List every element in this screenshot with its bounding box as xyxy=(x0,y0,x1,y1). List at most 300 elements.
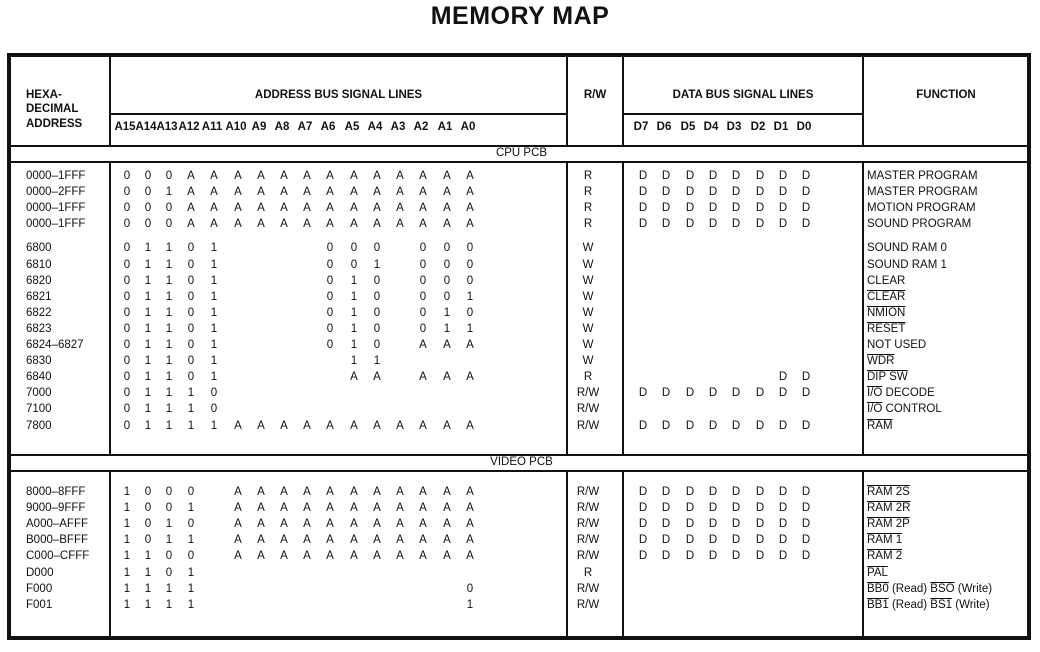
data-bit: D xyxy=(755,170,765,182)
address-bit: 0 xyxy=(373,290,381,303)
address-bit: A xyxy=(466,371,474,384)
address-bit: 0 xyxy=(326,274,334,287)
data-bit: D xyxy=(661,486,671,498)
address-bit: 1 xyxy=(187,403,195,416)
address-bit: 1 xyxy=(466,322,474,335)
data-bit: D xyxy=(708,419,718,432)
address-bit: 0 xyxy=(123,290,131,303)
address-bit: 0 xyxy=(350,258,358,271)
address-bit: 1 xyxy=(187,502,195,515)
function-part: BB1 xyxy=(867,598,889,611)
data-bit: D xyxy=(638,518,648,531)
address-bit: 1 xyxy=(123,502,131,515)
rw-value: R xyxy=(583,186,593,199)
data-bit: D xyxy=(801,170,811,182)
data-bit: D xyxy=(685,518,695,531)
function-part: BB0 xyxy=(867,582,889,595)
data-bit: D xyxy=(801,218,811,231)
address-line-label: A10 xyxy=(225,121,247,133)
address-bit: A xyxy=(466,339,474,351)
address-bit: A xyxy=(396,486,404,498)
address-bit: A xyxy=(443,186,451,199)
address-bit: A xyxy=(257,419,265,432)
data-bit: D xyxy=(685,170,695,182)
address-bit: 1 xyxy=(350,306,358,319)
rw-value: R/W xyxy=(576,403,600,416)
address-bit: 0 xyxy=(466,258,474,271)
address-bit: A xyxy=(234,170,242,182)
address-value: 7000 xyxy=(26,387,52,400)
address-line-label: A4 xyxy=(367,121,383,133)
divider xyxy=(109,113,566,115)
address-bit: 0 xyxy=(165,218,173,231)
rw-value: R xyxy=(583,218,593,231)
data-bit: D xyxy=(755,550,765,563)
address-bit: A xyxy=(443,502,451,515)
data-bit: D xyxy=(638,534,648,547)
address-bit: 0 xyxy=(443,274,451,287)
divider xyxy=(622,472,624,638)
function-part: DECODE xyxy=(882,387,935,400)
address-bit: A xyxy=(443,550,451,563)
address-line-label: A7 xyxy=(297,121,313,133)
data-bit: D xyxy=(801,550,811,563)
function-value xyxy=(867,259,947,271)
function-part: RAM 2S xyxy=(867,486,910,498)
address-bit: A xyxy=(466,186,474,199)
data-bit: D xyxy=(731,550,741,563)
data-bit: D xyxy=(661,518,671,531)
data-bit: D xyxy=(755,202,765,215)
function-part: BS1 xyxy=(930,598,953,611)
data-bit: D xyxy=(708,534,718,547)
address-bit: A xyxy=(466,419,474,432)
data-bit: D xyxy=(638,486,648,498)
address-bit: A xyxy=(396,186,404,199)
address-bit: 1 xyxy=(165,419,173,432)
address-bit: 1 xyxy=(210,355,218,368)
address-bit: A xyxy=(326,518,334,531)
data-line-label: D5 xyxy=(680,121,696,133)
data-bit: D xyxy=(638,186,648,199)
data-bit: D xyxy=(731,202,741,215)
address-bit: 0 xyxy=(419,322,427,335)
address-bit: A xyxy=(443,339,451,351)
address-bit: 1 xyxy=(123,486,131,498)
address-bit: 1 xyxy=(123,566,131,579)
function-value xyxy=(867,387,935,399)
section-divider xyxy=(11,470,1027,472)
address-bit: A xyxy=(396,550,404,563)
function-value xyxy=(867,242,947,254)
address-bit: 0 xyxy=(373,339,381,351)
address-value: 9000–9FFF xyxy=(26,502,86,515)
address-bit: A xyxy=(350,550,358,563)
address-bit: A xyxy=(419,339,427,351)
address-bit: 0 xyxy=(466,242,474,255)
address-bit: 0 xyxy=(187,258,195,271)
address-value: B000–BFFF xyxy=(26,534,88,547)
address-bit: 1 xyxy=(144,566,152,579)
rw-value: W xyxy=(582,339,594,351)
data-bit: D xyxy=(801,534,811,547)
address-bit: A xyxy=(303,518,311,531)
address-bit: A xyxy=(373,518,381,531)
address-bit: 0 xyxy=(165,550,173,563)
address-value: C000–CFFF xyxy=(26,550,90,563)
address-bit: A xyxy=(257,518,265,531)
address-bit: 0 xyxy=(210,403,218,416)
data-line-label: D3 xyxy=(726,121,742,133)
address-line-label: A8 xyxy=(274,121,290,133)
address-bit: 0 xyxy=(419,242,427,255)
data-bit: D xyxy=(778,387,788,400)
address-bit: 1 xyxy=(144,306,152,319)
function-value xyxy=(867,534,902,546)
address-bit: A xyxy=(419,534,427,547)
divider xyxy=(566,472,568,638)
address-bit: A xyxy=(234,486,242,498)
address-bit: 1 xyxy=(165,186,173,199)
address-bit: 1 xyxy=(144,582,152,595)
address-bit: A xyxy=(326,534,334,547)
rw-value: W xyxy=(582,274,594,287)
header-hex-line1: HEXA- xyxy=(26,89,62,101)
rw-value: R xyxy=(583,170,593,182)
address-bit: 0 xyxy=(187,306,195,319)
address-value: 6800 xyxy=(26,242,52,255)
address-bit: A xyxy=(257,486,265,498)
address-bit: A xyxy=(396,419,404,432)
function-part: CLEAR xyxy=(867,290,906,303)
function-part: MOTION PROGRAM xyxy=(867,202,976,215)
address-bit: A xyxy=(303,170,311,182)
function-value xyxy=(867,291,905,303)
address-bit: A xyxy=(234,502,242,515)
data-bit: D xyxy=(685,550,695,563)
rw-value: R xyxy=(583,371,593,384)
data-bit: D xyxy=(731,419,741,432)
address-bit: A xyxy=(280,202,288,215)
address-bit: 0 xyxy=(187,518,195,531)
divider xyxy=(862,163,864,454)
function-value xyxy=(867,202,976,214)
address-bit: 1 xyxy=(210,371,218,384)
address-bit: A xyxy=(350,502,358,515)
address-bit: 1 xyxy=(165,582,173,595)
divider xyxy=(109,163,111,454)
function-part: $\overline{WDR}$ xyxy=(867,355,895,368)
rw-value: R/W xyxy=(576,486,600,498)
function-value xyxy=(867,567,888,579)
address-bit: 0 xyxy=(350,242,358,255)
address-bit: 1 xyxy=(187,534,195,547)
function-part: CONTROL xyxy=(882,403,942,416)
address-bit: 0 xyxy=(123,218,131,231)
address-bit: A xyxy=(326,218,334,231)
address-bit: A xyxy=(257,502,265,515)
address-bit: A xyxy=(443,486,451,498)
data-bit: D xyxy=(708,550,718,563)
address-bit: A xyxy=(443,518,451,531)
function-value xyxy=(867,583,992,595)
address-bit: A xyxy=(326,502,334,515)
address-bit: 1 xyxy=(210,242,218,255)
address-bit: A xyxy=(257,170,265,182)
data-bit: D xyxy=(801,486,811,498)
address-bit: A xyxy=(210,186,218,199)
address-bit: 0 xyxy=(144,518,152,531)
address-bit: 1 xyxy=(123,534,131,547)
data-bit: D xyxy=(661,419,671,432)
function-part: $\overline{BSO}$ xyxy=(930,582,955,595)
divider xyxy=(622,113,862,115)
address-bit: 1 xyxy=(165,518,173,531)
data-line-label: D6 xyxy=(656,121,672,133)
address-bit: 0 xyxy=(144,202,152,215)
address-bit: 0 xyxy=(165,486,173,498)
address-bit: 1 xyxy=(165,290,173,303)
data-bit: D xyxy=(685,534,695,547)
function-value xyxy=(867,403,942,415)
address-bit: A xyxy=(350,534,358,547)
address-bit: A xyxy=(326,486,334,498)
data-bit: D xyxy=(708,170,718,182)
address-bit: 1 xyxy=(210,322,218,335)
address-bit: A xyxy=(466,502,474,515)
address-bit: 0 xyxy=(419,306,427,319)
data-bit: D xyxy=(661,186,671,199)
data-bit: D xyxy=(755,218,765,231)
function-part: $\overline{PAL}$ xyxy=(867,566,888,579)
data-bit: D xyxy=(731,170,741,182)
data-bit: D xyxy=(731,218,741,231)
address-bit: A xyxy=(350,486,358,498)
function-value xyxy=(867,218,971,230)
function-value xyxy=(867,355,894,367)
function-value xyxy=(867,170,978,182)
function-part: RESET xyxy=(867,322,906,335)
rw-value: R/W xyxy=(576,387,600,400)
address-bit: 0 xyxy=(419,258,427,271)
address-bit: 0 xyxy=(326,322,334,335)
address-bit: 0 xyxy=(373,274,381,287)
address-bit: A xyxy=(210,202,218,215)
address-bit: A xyxy=(303,534,311,547)
divider xyxy=(566,163,568,454)
address-bit: 1 xyxy=(144,403,152,416)
address-bit: 0 xyxy=(373,322,381,335)
function-part: $\overline{RAM}$ xyxy=(867,419,893,432)
address-bit: 1 xyxy=(187,582,195,595)
address-bit: A xyxy=(396,518,404,531)
data-bit: D xyxy=(778,550,788,563)
address-bit: A xyxy=(443,218,451,231)
function-part: RAM 2R xyxy=(867,502,911,515)
rw-value: W xyxy=(582,258,594,271)
address-bit: 1 xyxy=(350,339,358,351)
address-bit: A xyxy=(326,550,334,563)
page-title: MEMORY MAP xyxy=(430,2,610,30)
address-bit: A xyxy=(210,218,218,231)
address-bit: A xyxy=(443,534,451,547)
data-bit: D xyxy=(731,502,741,515)
address-bit: 0 xyxy=(187,242,195,255)
address-bit: 0 xyxy=(144,534,152,547)
address-bit: A xyxy=(466,534,474,547)
divider xyxy=(622,57,624,147)
address-bit: A xyxy=(234,186,242,199)
header-rw: R/W xyxy=(583,89,607,101)
function-value xyxy=(867,323,905,335)
address-bit: 1 xyxy=(165,306,173,319)
address-bit: A xyxy=(234,534,242,547)
address-bit: A xyxy=(210,170,218,182)
address-bit: A xyxy=(234,550,242,563)
data-line-label: D1 xyxy=(773,121,789,133)
address-line-label: A1 xyxy=(437,121,453,133)
rw-value: W xyxy=(582,290,594,303)
data-bit: D xyxy=(708,218,718,231)
data-line-label: D2 xyxy=(750,121,766,133)
data-bit: D xyxy=(731,186,741,199)
address-bit: 0 xyxy=(123,202,131,215)
address-bit: 0 xyxy=(123,186,131,199)
function-part: RAM 1 xyxy=(867,534,903,547)
data-line-label: D4 xyxy=(703,121,719,133)
address-bit: A xyxy=(350,186,358,199)
data-bit: D xyxy=(778,186,788,199)
address-bit: 0 xyxy=(165,170,173,182)
header-hex-line2: DECIMAL xyxy=(26,103,79,115)
address-line-label: A13 xyxy=(156,121,178,133)
address-bit: 1 xyxy=(187,598,195,611)
address-bit: 1 xyxy=(144,598,152,611)
address-bit: A xyxy=(373,419,381,432)
address-bit: 1 xyxy=(210,274,218,287)
address-bit: 0 xyxy=(326,242,334,255)
data-bit: D xyxy=(708,186,718,199)
address-bit: 0 xyxy=(123,274,131,287)
data-bit: D xyxy=(661,550,671,563)
data-bit: D xyxy=(708,486,718,498)
address-bit: A xyxy=(303,419,311,432)
address-line-label: A15 xyxy=(114,121,136,133)
address-bit: 1 xyxy=(165,258,173,271)
address-bit: A xyxy=(234,419,242,432)
rw-value: W xyxy=(582,322,594,335)
header-hex-line3: ADDRESS xyxy=(26,118,83,130)
address-bit: 0 xyxy=(144,170,152,182)
address-bit: 1 xyxy=(144,339,152,351)
address-bit: A xyxy=(234,518,242,531)
address-bit: A xyxy=(419,202,427,215)
address-value: 0000–1FFF xyxy=(26,218,86,231)
address-value: 6830 xyxy=(26,355,52,368)
data-bit: D xyxy=(778,371,788,384)
address-bit: A xyxy=(419,419,427,432)
address-bit: 0 xyxy=(326,290,334,303)
address-bit: A xyxy=(350,170,358,182)
address-bit: A xyxy=(396,202,404,215)
rw-value: R/W xyxy=(576,502,600,515)
address-bit: A xyxy=(466,550,474,563)
address-bit: 1 xyxy=(144,242,152,255)
address-value: 6821 xyxy=(26,290,52,303)
address-bit: A xyxy=(419,550,427,563)
address-bit: 1 xyxy=(123,518,131,531)
section-label: VIDEO PCB xyxy=(490,456,553,468)
address-bit: A xyxy=(303,186,311,199)
function-part: (Read) xyxy=(888,582,931,595)
data-bit: D xyxy=(801,518,811,531)
address-bit: A xyxy=(326,186,334,199)
address-bit: 1 xyxy=(165,322,173,335)
address-bit: 1 xyxy=(443,306,451,319)
address-bit: 1 xyxy=(144,274,152,287)
address-value: F001 xyxy=(26,598,53,611)
data-bit: D xyxy=(755,419,765,432)
function-part: SOUND PROGRAM xyxy=(867,218,972,231)
rw-value: R xyxy=(583,202,593,215)
data-bit: D xyxy=(778,486,788,498)
address-bit: 0 xyxy=(187,486,195,498)
address-bit: 1 xyxy=(144,387,152,400)
data-bit: D xyxy=(661,170,671,182)
address-bit: 0 xyxy=(165,202,173,215)
address-bit: A xyxy=(326,419,334,432)
address-bit: 1 xyxy=(210,290,218,303)
function-value xyxy=(867,275,905,287)
address-bit: 0 xyxy=(326,339,334,351)
address-bit: A xyxy=(443,202,451,215)
data-bit: D xyxy=(638,387,648,400)
address-bit: 0 xyxy=(466,274,474,287)
rw-value: R/W xyxy=(576,582,600,595)
address-bit: A xyxy=(280,486,288,498)
data-bit: D xyxy=(801,371,811,384)
data-bit: D xyxy=(685,186,695,199)
address-bit: 0 xyxy=(187,274,195,287)
function-part: MASTER PROGRAM xyxy=(867,186,978,199)
address-bit: 0 xyxy=(144,502,152,515)
address-bit: 1 xyxy=(144,258,152,271)
address-line-label: A9 xyxy=(251,121,267,133)
address-bit: 1 xyxy=(165,242,173,255)
address-bit: 1 xyxy=(165,403,173,416)
address-bit: A xyxy=(443,170,451,182)
address-bit: 0 xyxy=(443,258,451,271)
address-bit: A xyxy=(280,534,288,547)
rw-value: R/W xyxy=(576,534,600,547)
address-line-label: A12 xyxy=(178,121,200,133)
address-value: D000 xyxy=(26,566,54,579)
address-bit: A xyxy=(419,218,427,231)
address-bit: 0 xyxy=(187,339,195,351)
data-bit: D xyxy=(685,218,695,231)
function-part: DIP SW xyxy=(867,371,908,384)
address-value: 6824–6827 xyxy=(26,339,84,351)
address-bit: A xyxy=(466,170,474,182)
address-bit: 1 xyxy=(350,274,358,287)
function-value xyxy=(867,371,908,383)
address-bit: A xyxy=(373,186,381,199)
address-value: 6823 xyxy=(26,322,52,335)
address-bit: A xyxy=(280,419,288,432)
header-data-bus: DATA BUS SIGNAL LINES xyxy=(672,89,814,101)
address-bit: A xyxy=(326,202,334,215)
address-bit: 0 xyxy=(123,322,131,335)
